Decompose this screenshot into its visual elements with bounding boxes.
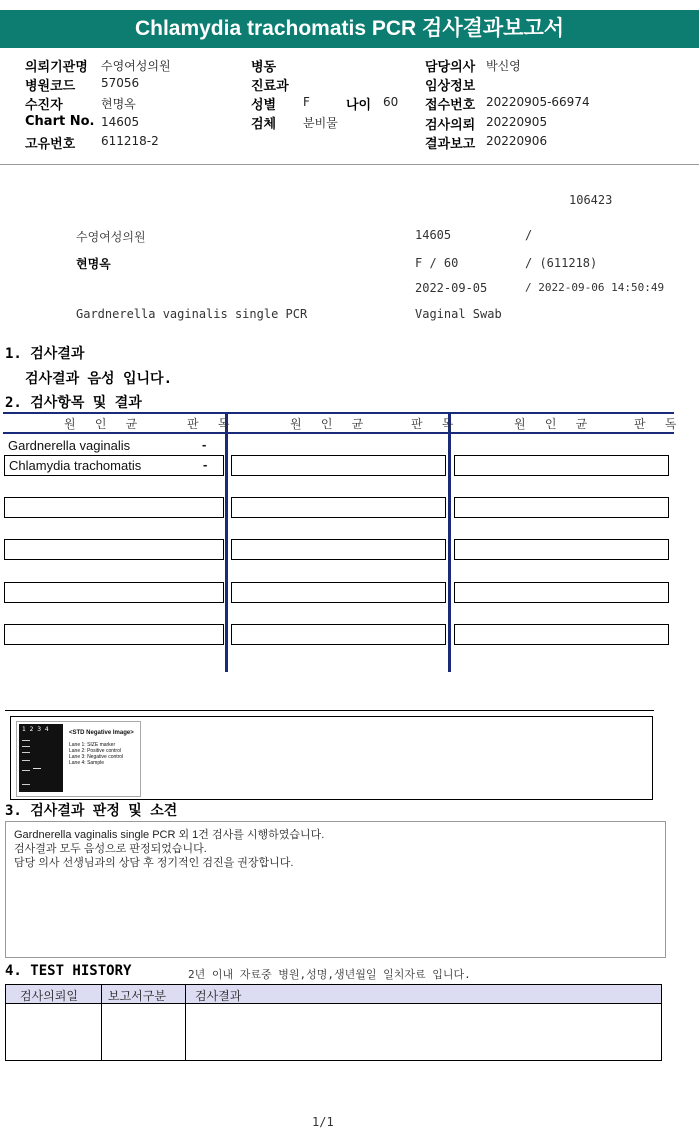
- opinion-line-3: 담당 의사 선생님과의 상담 후 정기적인 검진을 권장합니다.: [14, 857, 294, 869]
- patient-value: 현명옥: [101, 97, 136, 111]
- gel-band: [22, 784, 30, 785]
- report-title: Chlamydia trachomatis PCR 검사결과보고서: [0, 10, 699, 48]
- result-cell: [231, 624, 446, 645]
- info-divider: [0, 164, 699, 165]
- report-value: 20220906: [486, 134, 548, 148]
- grid-col-divider-2: [448, 412, 451, 672]
- gel-lane1: Lane 1: SIZE marker: [69, 742, 116, 748]
- opinion-line-2: 검사결과 모두 음성으로 판정되었습니다.: [14, 843, 207, 855]
- organism-name: Gardnerella vaginalis: [8, 438, 131, 453]
- chart-label: Chart No.: [25, 114, 95, 129]
- gel-lane-numbers: 1 2 3 4: [22, 726, 49, 733]
- gel-image: [16, 721, 141, 797]
- age-label: 나이: [346, 98, 372, 113]
- grid-header-judgment-2: 판 독: [411, 417, 460, 431]
- gel-title: <STD Negative Image>: [69, 730, 134, 736]
- summary-sex-age: F / 60: [415, 256, 459, 270]
- doctor-value: 박신영: [486, 59, 521, 73]
- result-cell: [4, 582, 224, 603]
- result-cell: [454, 497, 669, 518]
- history-table: [5, 984, 662, 1061]
- unique-value: 611218-2: [101, 134, 159, 148]
- summary-reported: / 2022-09-06 14:50:49: [525, 281, 665, 294]
- history-col-result: 검사결과: [195, 989, 242, 1003]
- gel-image-frame: [10, 716, 653, 800]
- result-cell: [231, 582, 446, 603]
- section-1-title: 1. 검사결과: [5, 346, 85, 362]
- result-cell: [231, 497, 446, 518]
- summary-chart: 14605: [415, 228, 452, 242]
- gel-band: [22, 770, 30, 771]
- facility-value: 수영여성의원: [101, 59, 171, 73]
- sex-value: F: [303, 95, 310, 109]
- result-cell: [4, 624, 224, 645]
- hospital-code-label: 병원코드: [25, 79, 76, 94]
- summary-slash: /: [525, 228, 533, 242]
- organism-name: Chlamydia trachomatis: [9, 458, 142, 473]
- dept-label: 진료과: [251, 79, 289, 94]
- grid-header-judgment-1: 판 독: [187, 417, 236, 431]
- grid-col-divider-1: [225, 412, 228, 672]
- summary-patient: 현명옥: [76, 257, 111, 271]
- hospital-code-value: 57056: [101, 76, 140, 90]
- grid-header-organism-3: 원 인 균: [514, 417, 594, 431]
- chart-value: 14605: [101, 115, 140, 129]
- result-cell: [454, 624, 669, 645]
- section-4-note: 2년 이내 자료중 병원,성명,생년월일 일치자료 입니다.: [188, 968, 471, 981]
- opinion-box: [5, 821, 666, 958]
- summary-received: 2022-09-05: [415, 281, 488, 295]
- grid-header-judgment-3: 판 독: [634, 417, 683, 431]
- summary-specimen: Vaginal Swab: [415, 307, 502, 321]
- request-label: 검사의뢰: [425, 118, 476, 133]
- summary-facility: 수영여성의원: [76, 230, 146, 244]
- opinion-line-1: Gardnerella vaginalis single PCR 외 1건 검사를 시행하였습니다.: [14, 829, 325, 841]
- history-col-report-type: 보고서구분: [108, 989, 166, 1003]
- gel-band: [22, 746, 30, 747]
- report-label: 결과보고: [425, 137, 476, 152]
- gel-band: [22, 740, 30, 741]
- result-cell: [454, 582, 669, 603]
- organism-result: -: [203, 457, 208, 472]
- gel-band: [33, 768, 41, 769]
- gel-lane2: Lane 2: Positive control: [69, 748, 121, 754]
- age-value: 60: [383, 95, 399, 109]
- gel-band: [22, 752, 30, 753]
- gel-top-rule: [5, 710, 654, 711]
- gel-band: [22, 760, 30, 761]
- section-2-title: 2. 검사항목 및 결과: [5, 395, 142, 411]
- history-col-divider: [101, 985, 102, 1060]
- sex-label: 성별: [251, 98, 277, 113]
- section-1-result: 검사결과 음성 입니다.: [25, 371, 173, 387]
- page-number: 1/1: [312, 1115, 334, 1129]
- result-cell: [454, 455, 669, 476]
- result-cell: [4, 497, 224, 518]
- patient-info-block: [0, 48, 699, 166]
- ward-label: 병동: [251, 60, 277, 75]
- section-4-title: 4. TEST HISTORY: [5, 963, 132, 979]
- summary-id: / (611218): [525, 256, 598, 270]
- history-col-request-date: 검사의뢰일: [20, 989, 78, 1003]
- receipt-value: 20220905-66974: [486, 95, 590, 109]
- facility-label: 의뢰기관명: [25, 60, 88, 75]
- section-3-title: 3. 검사결과 판정 및 소견: [5, 803, 178, 819]
- history-col-divider: [185, 985, 186, 1060]
- receipt-label: 접수번호: [425, 98, 476, 113]
- grid-top-line: [3, 412, 674, 414]
- result-cell: [454, 539, 669, 560]
- history-header-row: [6, 985, 661, 1004]
- gel-lanes: [19, 724, 63, 792]
- unique-label: 고유번호: [25, 137, 76, 152]
- organism-result: -: [202, 437, 207, 452]
- request-value: 20220905: [486, 115, 548, 129]
- patient-label: 수진자: [25, 98, 63, 113]
- doctor-label: 담당의사: [425, 60, 476, 75]
- specimen-label: 검체: [251, 117, 277, 132]
- result-cell: [4, 455, 224, 476]
- clinical-label: 임상정보: [425, 79, 476, 94]
- grid-header-organism-2: 원 인 균: [290, 417, 370, 431]
- summary-test-name: Gardnerella vaginalis single PCR: [76, 307, 308, 321]
- gel-lane4: Lane 4: Sample: [69, 760, 105, 766]
- grid-header-line: [3, 432, 674, 434]
- result-cell: [231, 539, 446, 560]
- specimen-value: 분비물: [303, 116, 338, 130]
- grid-header-organism-1: 원 인 균: [64, 417, 144, 431]
- gel-lane3: Lane 3: Negative control: [69, 754, 124, 760]
- result-cell: [4, 539, 224, 560]
- result-cell: [231, 455, 446, 476]
- report-code: 106423: [569, 193, 613, 207]
